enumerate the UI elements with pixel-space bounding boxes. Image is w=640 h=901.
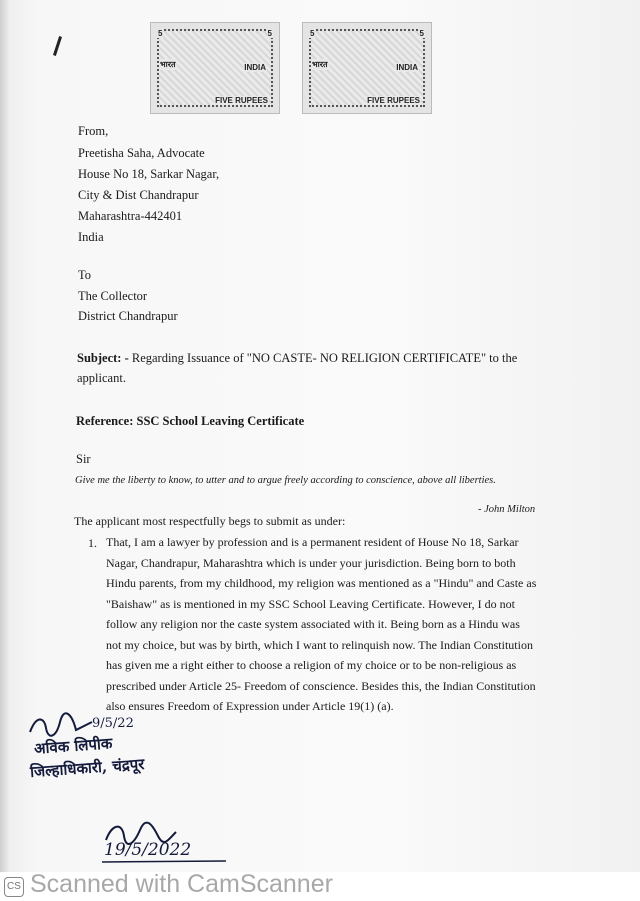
paragraph-line: "Baishaw" as is mentioned in my SSC School Leaving Certificate. However, I do not [106,596,515,611]
stamp-india-label: INDIA [244,63,266,72]
page-edge-shadow [0,0,10,872]
stamp-value-label: 5 [158,29,163,38]
pen-mark [53,36,62,56]
sender-address-line1: House No 18, Sarkar Nagar, [78,167,220,181]
paragraph-line: also ensures Freedom of Expression under Article 19(1) (a). [106,699,394,713]
point-number: 1. [88,536,97,550]
camscanner-watermark-text: Scanned with CamScanner [30,870,333,898]
recipient-title: The Collector [78,289,148,303]
salutation: Sir [76,452,91,466]
stamp-value-label: 5 [310,29,315,38]
stamp-india-label: INDIA [396,63,418,72]
revenue-stamp-1 [150,22,280,114]
stamp-bharat-label: भारत [312,60,328,69]
sender-address-line3: Maharashtra-442401 [78,209,183,223]
sender-country: India [78,230,104,244]
revenue-stamp-2 [302,22,432,114]
stamp-bharat-label: भारत [160,60,176,69]
paragraph-line: not my choice, but was by birth, which I want to relinquish now. The Indian Constitution [106,637,533,652]
office-sign-date: 9/5/22 [92,716,134,731]
point1-paragraph [106,532,546,722]
office-stamp-line2: जिल्हाधिकारी, चंद्रपूर [29,755,145,781]
paragraph-line: has given me a right either to choose a religion of my choice or to be non-religious as [106,658,517,672]
office-stamp-line1: अविक लिपीक [33,734,113,758]
signature-underline [100,858,230,866]
subject-text: Regarding Issuance of "NO CASTE- NO RELIGION CERTIFICATE" to the [131,351,518,365]
sender-name: Preetisha Saha, Advocate [78,146,205,160]
paragraph-line: Nagar, Chandrapur, Maharashtra which is under your jurisdiction. Being born to both [106,555,516,570]
camscanner-logo-icon: CS [4,877,24,897]
stamp-rupees-label: FIVE RUPEES [367,96,420,105]
milton-quote: Give me the liberty to know, to utter and to argue freely according to conscience, above all liberties. [75,475,496,486]
subject-line1 [77,351,517,366]
paragraph-line: Hindu parents, from my childhood, my religion was mentioned as a "Hindu" and Caste as [106,576,537,590]
subject-line2: applicant. [77,371,126,385]
stamp-value-label: 5 [267,29,272,38]
applicant-signature-date: 19/5/2022 [104,840,192,860]
subject-label: Subject: - [77,351,129,365]
reference-line: Reference: SSC School Leaving Certificate [76,414,305,428]
to-label: To [78,268,92,282]
from-label: From, [78,124,109,138]
camscanner-footer [0,872,640,901]
paragraph-line: That, I am a lawyer by profession and is a permanent resident of House No 18, Sarkar [106,535,519,549]
quote-author: - John Milton [478,504,536,515]
stamp-value-label: 5 [419,29,424,38]
sender-address-line2: City & Dist Chandrapur [78,188,199,202]
intro-line: The applicant most respectfully begs to submit as under: [74,514,346,528]
paragraph-line: prescribed under Article 25- Freedom of conscience. Besides this, the Indian Constitution [106,678,536,693]
stamp-rupees-label: FIVE RUPEES [215,96,268,105]
recipient-district: District Chandrapur [78,309,178,323]
paragraph-line: follow any religion nor the caste system associated with it. Being born as a Hindu was [106,617,520,631]
